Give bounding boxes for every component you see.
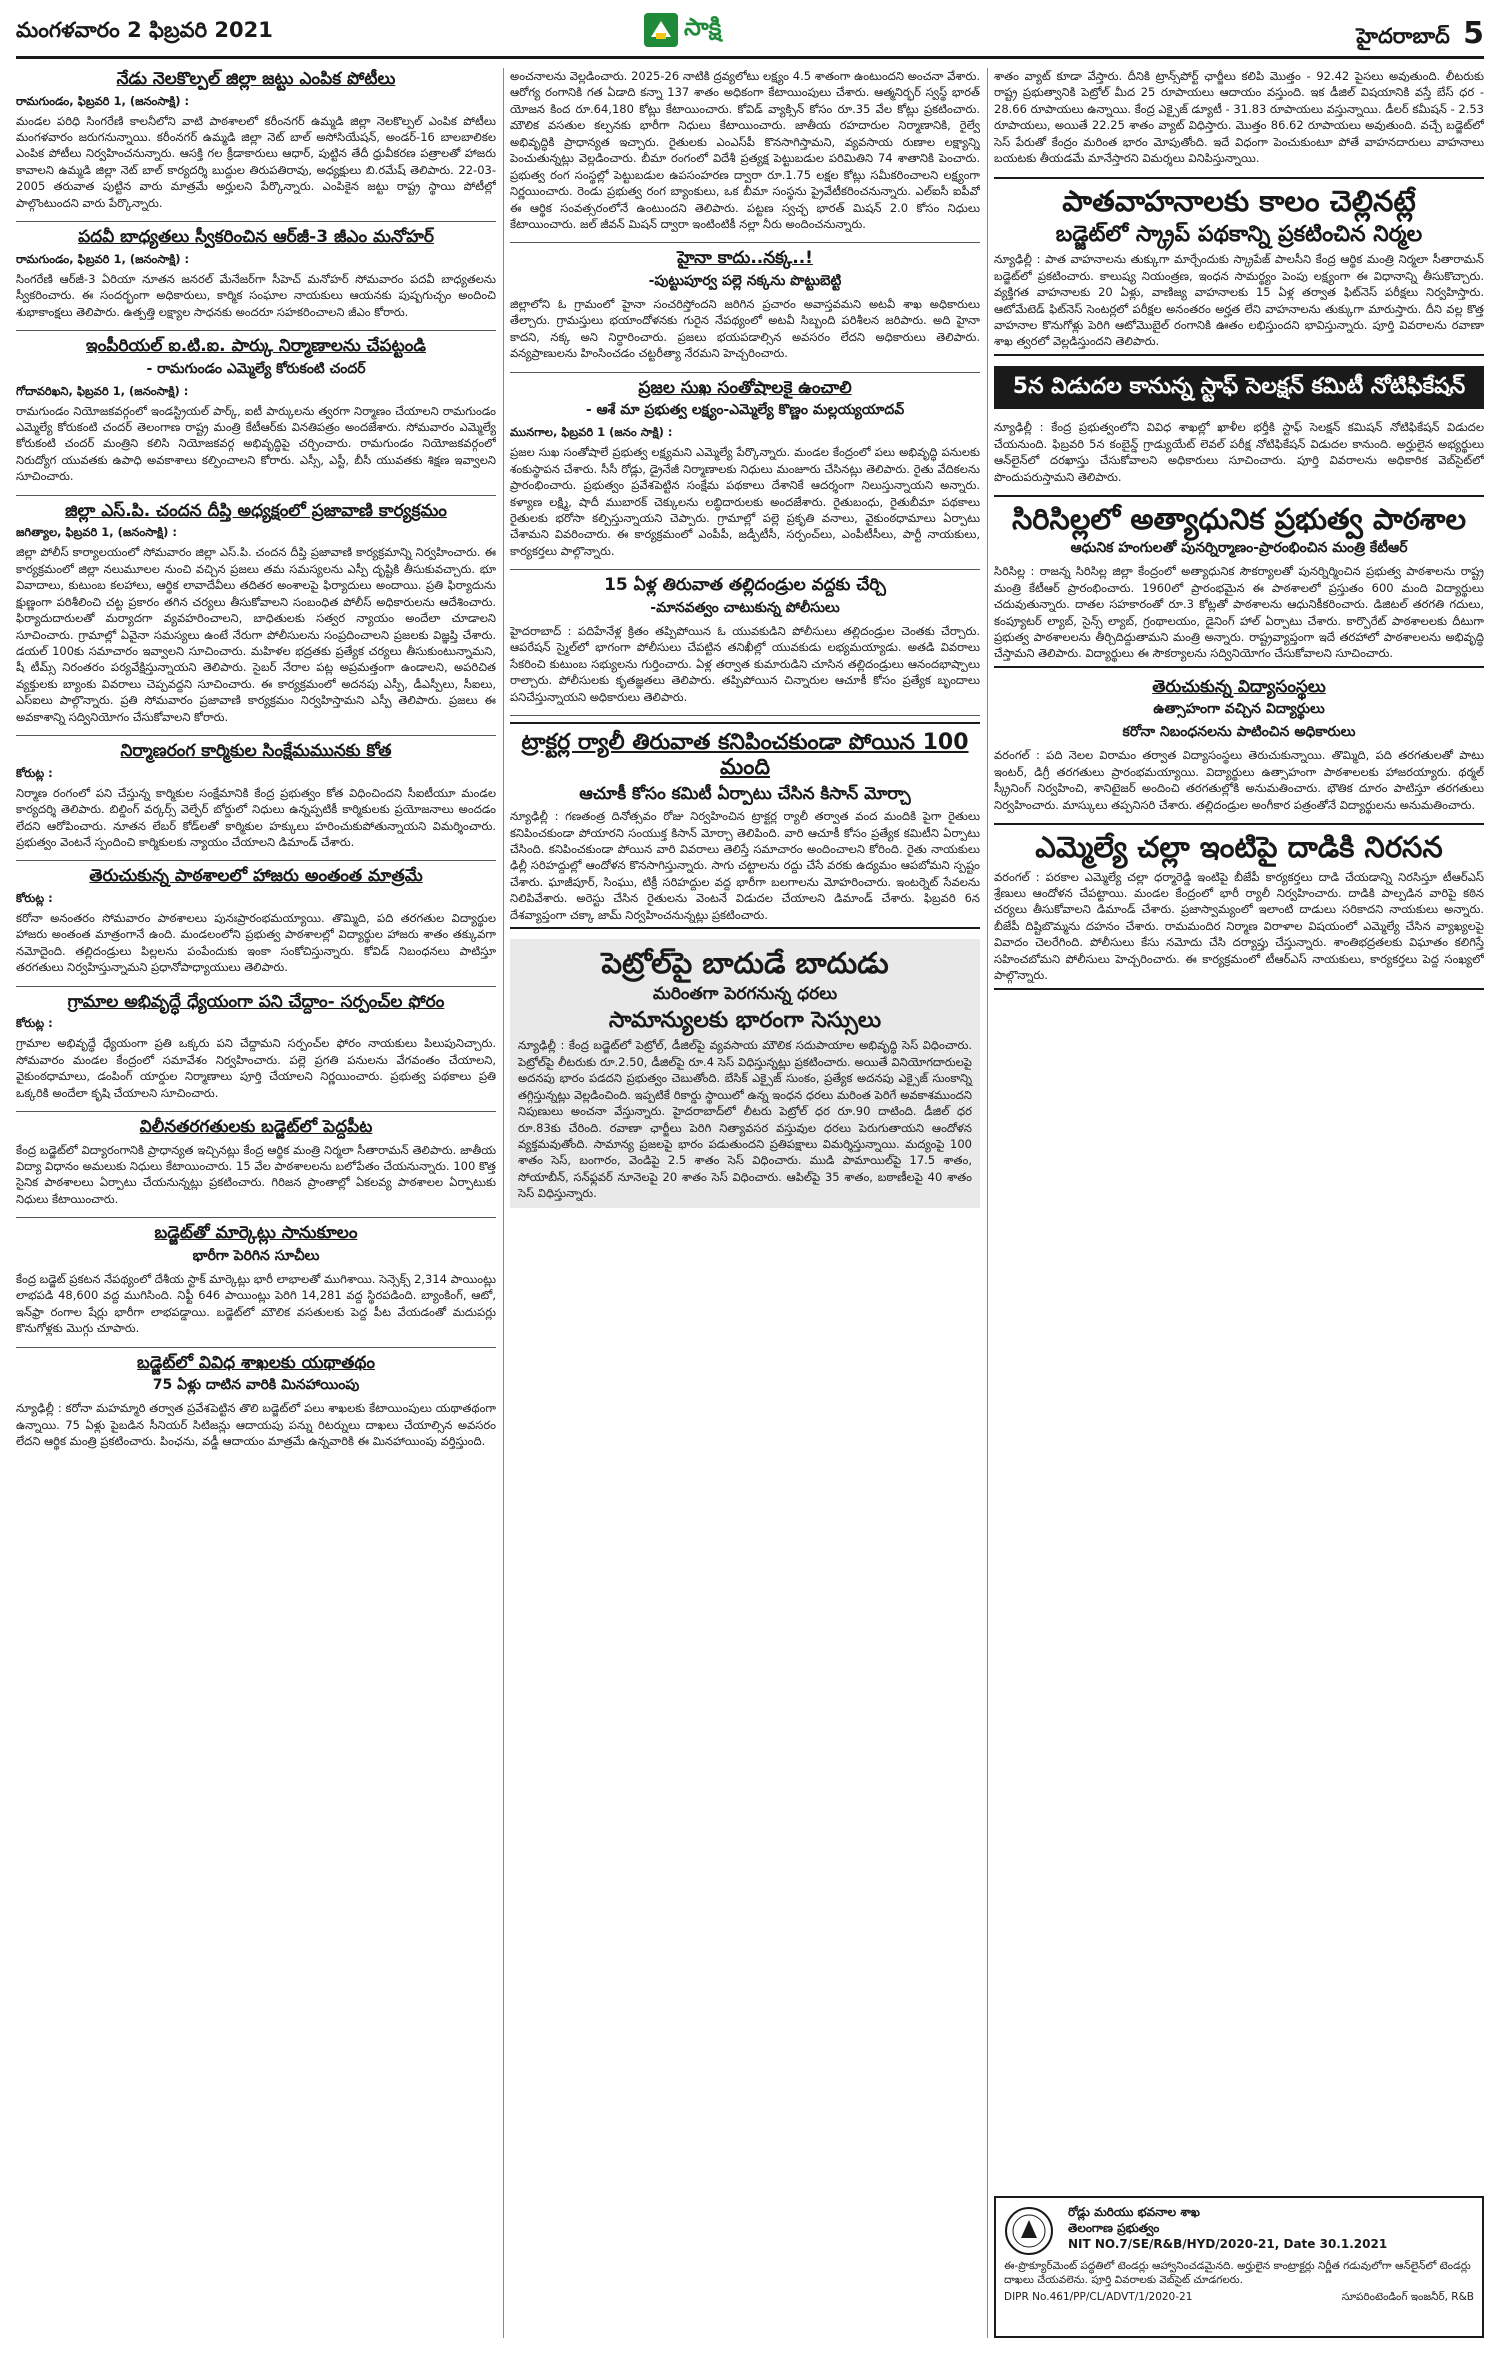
article-body: న్యూఢిల్లీ : కేంద్ర బడ్జెట్‌లో పెట్రోల్, డీజిల్‌పై వ్యవసాయ మౌలిక సదుపాయాల అభివృద్ధి సెస్ విధించారు. పెట్రోల్‌పై లీటరుకు రూ.2.50, డీజిల్‌పై రూ.4 సెస్ విధిస్తున్నట్లు ప్రకటించారు. అయితే వినియోగదారులపై అదనపు భారం పడదని ప్రభుత్వం చెబుతోంది. బేసిక్ ఎక్సైజ్ సుంకం, ప్రత్యేక అదనపు ఎక్సైజ్ సుంకాన్ని తగ్గిస్తున్నట్లు వెల్లడించింది. ఇప్పటికే రికార్డు స్థాయిలో ఉన్న ఇంధన ధరలు మరింత పెరిగే అవకాశముందని నిపుణులు అంచనా వేస్తున్నారు. హైదరాబాద్‌లో లీటరు పెట్రోల్ ధర రూ.90 దాటింది. డీజిల్ ధర రూ.83కు చేరింది. రవాణా ఛార్జీలు పెరిగి నిత్యావసర వస్తువుల ధరలు పెరుగుతాయని ఆందోళన వ్యక్తమవుతోంది. సామాన్య ప్రజలపై భారం పడుతుందని ప్రతిపక్షాలు విమర్శిస్తున్నాయి. మద్యంపై 100 శాతం సెస్, బంగారం, వెండిపై 2.5 శాతం సెస్ విధించారు. ముడి పామాయిల్‌పై 17.5 శాతం, సోయాబీన్, సన్‌ఫ్లవర్ నూనెలపై 20 శాతం సెస్ విధించారు. ఆపిల్‌పై 35 శాతం, బఠాణీలపై 40 శాతం సెస్ విధిస్తున్నారు. — [518, 1038, 972, 1201]
divider — [16, 330, 496, 331]
subheadline: ఉత్సాహంగా వచ్చిన విద్యార్థులు — [1153, 701, 1325, 718]
article-netball — [16, 70, 496, 211]
subheadline-secondary: కరోనా నిబంధనలను పాటించిన అధికారులు — [1122, 724, 1356, 741]
article-it-park — [16, 337, 496, 485]
headline: ప్రజల సుఖ సంతోషాలకై ఉంచాలి — [638, 377, 852, 398]
headline: బడ్జెట్‌తో మార్కెట్లు సానుకూలం — [154, 1223, 358, 1244]
city-name: హైదరాబాద్ — [1356, 24, 1450, 48]
article-budget-departments — [16, 1354, 496, 1450]
divider — [16, 986, 496, 987]
divider — [16, 1217, 496, 1218]
headline: జిల్లా ఎస్.పి. చందన దీప్తి అధ్యక్షంలో ప్రజావాణి కార్యక్రమం — [65, 500, 447, 521]
article-fuel-price — [994, 68, 1484, 167]
headline: తెరుచుకున్న విద్యాసంస్థలు — [1152, 676, 1326, 697]
tender-advertisement — [994, 2196, 1484, 2338]
article-body: కేంద్ర బడ్జెట్ ప్రకటన నేపథ్యంలో దేశీయ స్టాక్ మార్కెట్లు భారీ లాభాలతో ముగిశాయి. సెన్సెక్స్ 2,314 పాయింట్లు లాభపడి 48,600 వద్ద ముగిసింది. నిఫ్టీ 646 పాయింట్లు పెరిగి 14,281 వద్ద స్థిరపడింది. బ్యాంకింగ్, ఆటో, ఇన్‌ఫ్రా రంగాల షేర్లు భారీగా లాభపడ్డాయి. బడ్జెట్‌లో మౌలిక వసతులకు పెద్ద పీట వేయడంతో మదుపర్లు కొనుగోళ్లకు మొగ్గు చూపారు. — [16, 1271, 496, 1336]
article-body: న్యూఢిల్లీ : పాత వాహనాలను తుక్కుగా మార్చేందుకు స్క్రాపేజ్ పాలసీని కేంద్ర ఆర్థిక మంత్రి నిర్మలా సీతారామన్ బడ్జెట్‌లో ప్రకటించారు. కాలుష్య నియంత్రణ, ఇంధన సామర్థ్యం పెంపు లక్ష్యంగా ఈ విధానాన్ని తీసుకొచ్చారు. వ్యక్తిగత వాహనాలకు 20 ఏళ్లు, వాణిజ్య వాహనాలకు 15 ఏళ్ల తర్వాత ఫిట్‌నెస్ పరీక్షలు నిర్వహిస్తారు. ఆటోమేటెడ్ ఫిట్‌నెస్ సెంటర్లలో పరీక్షల అనంతరం అర్హత లేని వాహనాలను తుక్కుగా మారుస్తారు. దీని వల్ల కొత్త వాహనాల కొనుగోళ్లు పెరిగి ఆటోమొబైల్ రంగానికి ఊతం లభిస్తుందని భావిస్తున్నారు. పూర్తి వివరాలను రవాణా శాఖ త్వరలో వెల్లడిస్తుందని తెలిపారు. — [994, 252, 1484, 349]
article-school-attendance — [16, 867, 496, 975]
article-hyena — [510, 249, 980, 361]
headline: పెట్రోల్‌పై బాదుడే బాదుడు — [601, 946, 889, 981]
article-scrappage — [994, 177, 1484, 356]
page-number: 5 — [1463, 16, 1484, 51]
subheadline: భారీగా పెరిగిన సూచీలు — [192, 1247, 320, 1264]
article-body: కేంద్ర బడ్జెట్‌లో విద్యారంగానికి ప్రాధాన్యత ఇచ్చినట్లు కేంద్ర ఆర్థిక మంత్రి నిర్మలా సీతారామన్ తెలిపారు. జాతీయ విద్యా విధానం అమలుకు నిధులు కేటాయించారు. 15 వేల పాఠశాలలను బలోపేతం చేయనున్నారు. 100 కొత్త సైనిక పాఠశాలలు ఏర్పాటు చేయనున్నట్లు ప్రకటించారు. గిరిజన ప్రాంతాల్లో ఏకలవ్య పాఠశాలల ఏర్పాటుకు నిధులు కేటాయించారు. — [16, 1142, 496, 1206]
dateline: జగిత్యాల, ఫిబ్రవరి 1, (జనంసాక్షి) : — [16, 525, 177, 540]
article-body: న్యూఢిల్లీ : కేంద్ర ప్రభుత్వంలోని వివిధ శాఖల్లో ఖాళీల భర్తీకి స్టాఫ్ సెలక్షన్ కమిషన్ నోటిఫికేషన్ విడుదల చేయనుంది. ఫిబ్రవరి 5న కంబైన్డ్ గ్రాడ్యుయేట్ లెవల్ పరీక్ష నోటిఫికేషన్ విడుదల కానుంది. అర్హులైన అభ్యర్థులు ఆన్‌లైన్‌లో దరఖాస్తు చేసుకోవాలని అధికారులు సూచించారు. పూర్తి వివరాలను అధికారిక వెబ్‌సైట్‌లో పొందుపరుస్తామని తెలిపారు. — [994, 420, 1484, 484]
divider — [16, 860, 496, 861]
subheadline: - రామగుండం ఎమ్మెల్యే కోరుకంటి చందర్ — [146, 360, 366, 377]
ad-reference: NIT NO.7/SE/R&B/HYD/2020-21, Date 30.1.2021 — [1068, 2237, 1388, 2252]
headline: హైనా కాదు..నక్క..! — [677, 248, 813, 269]
headline: గ్రామాల అభివృద్ధే ధ్యేయంగా పని చేద్దాం- సర్పంచ్‌ల ఫోరం — [67, 991, 445, 1012]
article-body: నిర్మాణ రంగంలో పని చేస్తున్న కార్మికుల సంక్షేమానికి కేంద్ర ప్రభుత్వం కోత విధించిందని సీఐటీయూ మండల కార్యదర్శి తెలిపారు. బిల్డింగ్ వర్కర్స్ వెల్ఫేర్ బోర్డులో నిధులు ఉన్నప్పటికీ కార్మికులకు ప్రయోజనాలు అందడం లేదని ఆరోపించారు. నూతన లేబర్ కోడ్‌లతో కార్మికుల హక్కులు హరించుకుపోతున్నాయని విమర్శించారు. ప్రభుత్వం వెంటనే స్పందించి కార్మికులకు న్యాయం చేయాలని డిమాండ్ చేశారు. — [16, 785, 496, 849]
divider — [16, 221, 496, 222]
article-body: జిల్లాలోని ఓ గ్రామంలో హైనా సంచరిస్తోందని జరిగిన ప్రచారం అవాస్తవమని అటవీ శాఖ అధికారులు తేల్చారు. గ్రామస్తులు భయాందోళనకు గురైన నేపథ్యంలో అటవీ సిబ్బంది పరిశీలన జరిపారు. అది హైనా కాదని, నక్క అని నిర్ధారించారు. ప్రజలు భయపడాల్సిన అవసరం లేదని అధికారులు తెలిపారు. వన్యప్రాణులను హింసించడం చట్టరీత్యా నేరమని హెచ్చరించారు. — [510, 296, 980, 361]
article-body: వరంగల్ : పరకాల ఎమ్మెల్యే చల్లా ధర్మారెడ్డి ఇంటిపై బీజేపీ కార్యకర్తలు దాడి చేయడాన్ని నిరసిస్తూ టీఆర్ఎస్ శ్రేణులు ఆందోళన చేపట్టాయి. మండల కేంద్రంలో భారీ ర్యాలీ నిర్వహించారు. దాడికి పాల్పడిన వారిపై కఠిన చర్యలు తీసుకోవాలని డిమాండ్ చేశారు. ప్రజాస్వామ్యంలో ఇలాంటి దాడులు సరికాదని నాయకులు అన్నారు. బీజేపీ దిష్టిబొమ్మను దహనం చేశారు. రామమందిర నిర్మాణ విరాళాల విషయంలో ఎమ్మెల్యే చేసిన వ్యాఖ్యలపై వివాదం చెలరేగింది. పోలీసులు కేసు నమోదు చేసి దర్యాప్తు చేస్తున్నారు. శాంతిభద్రతలకు విఘాతం కలిగిస్తే సహించబోమని పోలీసులు హెచ్చరించారు. ఈ కార్యక్రమంలో టీఆర్ఎస్ నాయకులు, కార్యకర్తలు పెద్ద సంఖ్యలో పాల్గొన్నారు. — [994, 869, 1484, 983]
ad-header — [1068, 2204, 1474, 2253]
headline: ఎమ్మెల్యే చల్లా ఇంటిపై దాడికి నిరసన — [1035, 830, 1443, 865]
divider — [510, 242, 980, 243]
headline: ట్రాక్టర్ల ర్యాలీ తిరువాత కనిపించకుండా పోయిన 100 మంది — [521, 730, 969, 781]
ad-footer — [1004, 2291, 1474, 2306]
headline: పదవీ బాధ్యతలు స్వీకరించిన ఆర్‌జీ-3 జీఎం మనోహర్ — [78, 227, 434, 248]
subheadline: మరింతగా పెరగనున్న ధరలు — [652, 983, 838, 1004]
article-body: ప్రజల సుఖ సంతోషాలే ప్రభుత్వ లక్ష్యమని ఎమ్మెల్యే పేర్కొన్నారు. మండల కేంద్రంలో పలు అభివృద్ధి పనులకు శంకుస్థాపన చేశారు. సీసీ రోడ్లు, డ్రైనేజీ నిర్మాణాలకు నిధులు మంజూరు చేసినట్లు తెలిపారు. రైతు వేదికలను ప్రారంభించారు. ప్రభుత్వం ప్రవేశపెట్టిన సంక్షేమ పథకాలు దేశానికే ఆదర్శంగా నిలుస్తున్నాయని అన్నారు. కళ్యాణ లక్ష్మి, షాదీ ముబారక్ చెక్కులను లబ్ధిదారులకు అందజేశారు. రైతుబంధు, రైతుబీమా పథకాలు రైతులకు భరోసా కల్పిస్తున్నాయని చెప్పారు. గ్రామాల్లో పల్లె ప్రకృతి వనాలు, వైకుంఠధామాలు ఏర్పాటు చేశామని వివరించారు. ఈ కార్యక్రమంలో ఎంపీపీ, జడ్పీటీసీ, సర్పంచ్‌లు, ఎంపీటీసీలు, పార్టీ నాయకులు, కార్యకర్తలు పాల్గొన్నారు. — [510, 445, 980, 558]
column-2 — [510, 68, 980, 2338]
article-ssc-notification — [994, 366, 1484, 409]
article-tractor-rally — [510, 722, 980, 929]
newspaper-logo — [644, 10, 844, 50]
dateline: మునగాల, ఫిబ్రవరి 1 (జనం సాక్షి) : — [510, 425, 673, 440]
headline: నేడు నెలకొల్పల్ జిల్లా జట్టు ఎంపిక పోటీలు — [116, 69, 396, 89]
headline: ఇంపీరియల్ ఐ.టి.ఐ. పార్కు నిర్మాణాలను చేపట్టండి — [86, 336, 426, 357]
article-body: సింగరేణి ఆర్‌జీ-3 ఏరియా నూతన జనరల్ మేనేజర్‌గా సీహెచ్ మనోహర్ సోమవారం పదవీ బాధ్యతలను స్వీకరించారు. ఈ సందర్భంగా అధికారులు, కార్మిక సంఘాల నాయకులు ఆయనకు పుష్పగుచ్ఛం అందించి శుభాకాంక్షలు తెలిపారు. ఉత్పత్తి లక్ష్యాల సాధనకు అందరూ సహకరించాలని జీఎం కోరారు. — [16, 271, 496, 319]
article-sircilla-school — [994, 495, 1484, 668]
article-schools-open — [994, 678, 1484, 813]
article-prajavani — [16, 502, 496, 725]
logo-icon — [644, 13, 678, 47]
column-1 — [16, 68, 496, 2338]
article-sarpanch-forum — [16, 993, 496, 1101]
issue-date: మంగళవారం 2 ఫిబ్రవరి 2021 — [16, 18, 273, 42]
logo-text: సాక్షి — [684, 13, 722, 41]
subheadline: -పుట్టుపూర్వ పల్లె నక్కను పొట్టుబెట్టి — [648, 272, 842, 289]
article-public-welfare — [510, 379, 980, 560]
ad-signatory: సూపరింటెండింగ్ ఇంజనీర్, R&B — [1341, 2290, 1474, 2303]
headline: నిర్మాణరంగ కార్మికుల సింక్షేమమునకు కోత — [120, 741, 392, 762]
article-body: జిల్లా పోలీస్ కార్యాలయంలో సోమవారం జిల్లా ఎస్.పి. చందన దీప్తి ప్రజావాణి కార్యక్రమాన్ని నిర్వహించారు. ఈ కార్యక్రమంలో జిల్లా నలుమూలల నుంచి వచ్చిన ప్రజలు తమ సమస్యలను ఎస్పీ దృష్టికి తీసుకువచ్చారు. భూ వివాదాలు, కుటుంబ కలహాలు, ఆర్థిక లావాదేవీలు తదితర అంశాలపై ఫిర్యాదులు అందాయి. ప్రతి ఫిర్యాదును క్షుణ్ణంగా పరిశీలించి చట్ట ప్రకారం తగిన చర్యలు తీసుకోవాలని సంబంధిత పోలీస్ అధికారులను ఆదేశించారు. ఫిర్యాదుదారులతో మర్యాదగా వ్యవహరించాలని, బాధితులకు సత్వర న్యాయం అందేలా చూడాలని సూచించారు. గ్రామాల్లో ఏవైనా సమస్యలు ఉంటే నేరుగా పోలీసులను సంప్రదించాలని ప్రజలకు విజ్ఞప్తి చేశారు. డయల్ 100కు సమాచారం ఇవ్వాలని సూచించారు. మహిళల భద్రతకు ప్రత్యేక చర్యలు తీసుకుంటున్నామని, షీ టీమ్స్ నిరంతరం పర్యవేక్షిస్తున్నాయని తెలిపారు. సైబర్ నేరాల పట్ల అప్రమత్తంగా ఉండాలని, అపరిచిత వ్యక్తులకు బ్యాంకు వివరాలు చెప్పవద్దని సూచించారు. ఈ కార్యక్రమంలో అదనపు ఎస్పీ, డీఎస్పీలు, సీఐలు, ఎస్‌ఐలు పాల్గొన్నారు. ప్రతి సోమవారం ప్రజావాణి కార్యక్రమం నిర్వహిస్తామని ఎస్పీ తెలిపారు. ప్రజలు ఈ అవకాశాన్ని సద్వినియోగం చేసుకోవాలని కోరారు. — [16, 545, 496, 724]
article-body: శాతం వ్యాట్ కూడా వేస్తారు. దీనికి ట్రాన్స్‌పోర్ట్ ఛార్జీలు కలిపి మొత్తం - 92.42 పైసలు అవుతుంది. లీటరుకు రాష్ట్ర ప్రభుత్వానికి పెట్రోల్ మీద 25 రూపాయలు ఆదాయం వస్తుంది. ఇక డీజిల్ విషయానికి వస్తే బేస్ ధర - 28.66 రూపాయలు ఉన్నాయి. కేంద్ర ఎక్సైజ్ డ్యూటీ - 31.83 రూపాయలు వస్తున్నాయి. డీలర్ కమీషన్ - 2.53 రూపాయలు, అయితే 22.25 శాతం వ్యాట్ విధిస్తారు. మొత్తం 86.62 రూపాయలు అవుతుంది. వచ్చే బడ్జెట్‌లో సెస్ పేరుతో కేంద్రం మరింత భారం మోపుతోంది. ఇదే విధంగా పెంచుకుంటూ పోతే వాహనదారులు వాహనాలు బయటకు తీయడమే మానేస్తారని విమర్శలు వినిపిస్తున్నాయి. — [994, 69, 1484, 166]
subheadline: ఆచూకీ కోసం కమిటీ ఏర్పాటు చేసిన కిసాన్ మోర్చా — [579, 783, 911, 804]
article-body: వరంగల్ : పది నెలల విరామం తర్వాత విద్యాసంస్థలు తెరుచుకున్నాయి. తొమ్మిది, పది తరగతులతో పాటు ఇంటర్, డిగ్రీ తరగతులు ప్రారంభమయ్యాయి. విద్యార్థులు ఉత్సాహంగా పాఠశాలలకు హాజరయ్యారు. థర్మల్ స్క్రీనింగ్ నిర్వహించి, శానిటైజర్ అందించి తరగతుల్లోకి అనుమతించారు. భౌతిక దూరం పాటిస్తూ తరగతులు నిర్వహించారు. మాస్కులు తప్పనిసరి చేశారు. తల్లిదండ్రుల అంగీకార పత్రంతోనే విద్యార్థులను అనుమతించారు. — [994, 748, 1484, 812]
article-body: హైదరాబాద్ : పదిహేనేళ్ల క్రితం తప్పిపోయిన ఓ యువకుడిని పోలీసులు తల్లిదండ్రుల చెంతకు చేర్చారు. ఆపరేషన్ స్మైల్‌లో భాగంగా పోలీసులు చేపట్టిన తనిఖీల్లో యువకుడు లభ్యమయ్యాడు. అతడి వివరాలు సేకరించి కుటుంబ సభ్యులను గుర్తించారు. ఏళ్ల తర్వాత కుమారుడిని చూసిన తల్లిదండ్రులు ఆనందభాష్పాలు రాల్చారు. పోలీసులకు కృతజ్ఞతలు తెలిపారు. తప్పిపోయిన చిన్నారుల ఆచూకీ కోసం ప్రత్యేక బృందాలు పనిచేస్తున్నాయని అధికారులు తెలిపారు. — [510, 623, 980, 704]
divider — [510, 372, 980, 373]
article-body: న్యూఢిల్లీ : గణతంత్ర దినోత్సవం రోజు నిర్వహించిన ట్రాక్టర్ల ర్యాలీ తర్వాత వంద మందికి పైగా రైతులు కనిపించకుండా పోయారని సంయుక్త కిసాన్ మోర్చా తెలిపింది. వారి ఆచూకీ కోసం ప్రత్యేక కమిటీని ఏర్పాటు చేసింది. కనిపించకుండా పోయిన వారి వివరాలు తెలిస్తే సమాచారం అందించాలని కోరింది. రైతు నాయకులు ఢిల్లీ సరిహద్దుల్లో ఆందోళన కొనసాగిస్తున్నారు. సాగు చట్టాలను రద్దు చేసే వరకు ఉద్యమం ఆపబోమని స్పష్టం చేశారు. ఘాజీపూర్, సింఘు, టిక్రీ సరిహద్దుల వద్ద భారీగా బలగాలను మోహరించారు. ఇంటర్నెట్ సేవలను నిలిపివేశారు. అరెస్టు చేసిన రైతులను వెంటనే విడుదల చేయాలని డిమాండ్ చేశారు. ఫిబ్రవరి 6న దేశవ్యాప్తంగా చక్కా జామ్ నిర్వహించనున్నట్లు ప్రకటించారు. — [510, 809, 980, 922]
government-seal-icon — [1004, 2206, 1054, 2256]
headline: 15 ఏళ్ల తిరువాత తల్లిదండ్రుల వద్దకు చేర్చి — [604, 575, 886, 596]
article-missing-youth — [510, 576, 980, 705]
headline: విలీనతరగతులకు బడ్జెట్‌లో పెద్దపీట — [139, 1117, 373, 1138]
dateline: కోరుట్ల : — [16, 890, 53, 905]
article-ssc-body — [994, 419, 1484, 485]
dateline: కోరుట్ల : — [16, 765, 53, 780]
ad-title: రోడ్లు మరియు భవనాల శాఖ — [1068, 2205, 1200, 2219]
article-markets — [16, 1224, 496, 1336]
divider — [510, 715, 980, 716]
masthead-rule — [16, 56, 1484, 59]
dateline: గోదావరిఖని, ఫిబ్రవరి 1, (జనంసాక్షి) : — [16, 383, 189, 398]
divider — [510, 569, 980, 570]
subheadline: బడ్జెట్‌లో స్క్రాప్ పథకాన్ని ప్రకటించిన నిర్మల — [1055, 221, 1423, 247]
dateline: కోరుట్ల : — [16, 1016, 53, 1031]
divider — [16, 1111, 496, 1112]
masthead — [16, 8, 1484, 54]
column-3 — [994, 68, 1484, 2338]
subheadline: 75 ఏళ్లు దాటిన వారికి మినహాయింపు — [152, 1377, 360, 1394]
article-body: న్యూఢిల్లీ : కరోనా మహమ్మారి తర్వాత ప్రవేశపెట్టిన తొలి బడ్జెట్‌లో పలు శాఖలకు కేటాయింపులు యథాతథంగా ఉన్నాయి. 75 ఏళ్లు పైబడిన సీనియర్ సిటిజన్లు ఆదాయపు పన్ను రిటర్నులు దాఖలు చేయాల్సిన అవసరం లేదని ఆర్థిక మంత్రి ప్రకటించారు. పింఛను, వడ్డీ ఆదాయం మాత్రమే ఉన్నవారికి ఈ మినహాయింపు వర్తిస్తుంది. — [16, 1401, 496, 1449]
subheadline: - ఆశే మా ప్రభుత్వ లక్ష్యం-ఎమ్మెల్యే కొణ్ణం మల్లయ్యయాదవ్ — [585, 402, 905, 419]
article-petrol-cess — [510, 939, 980, 1208]
subheadline-secondary: సామాన్యులకు భారంగా సెస్సులు — [608, 1008, 882, 1034]
divider — [16, 495, 496, 496]
headline: తెరుచుకున్న పాఠశాలలో హాజరు అంతంత మాత్రమే — [89, 866, 423, 887]
article-gm-manohar — [16, 228, 496, 320]
column-divider — [987, 68, 988, 2338]
article-body: కరోనా అనంతరం సోమవారం పాఠశాలలు పునఃప్రారంభమయ్యాయి. తొమ్మిది, పది తరగతుల విద్యార్థుల హాజరు అంతంత మాత్రంగానే ఉంది. మండలంలోని ప్రభుత్వ పాఠశాలల్లో విద్యార్థుల హాజరు శాతం తక్కువగా నమోదైంది. తల్లిదండ్రులు పిల్లలను పంపేందుకు ఇంకా సంకోచిస్తున్నారు. కోవిడ్ నిబంధనలు పాటిస్తూ తరగతులు నిర్వహిస్తున్నామని ప్రధానోపాధ్యాయులు తెలిపారు. — [16, 910, 496, 975]
article-body: రామగుండం నియోజకవర్గంలో ఇండస్ట్రియల్ పార్క్, ఐటీ పార్కులను త్వరగా నిర్మాణం చేయాలని రామగుండం ఎమ్మెల్యే కోరుకంటి చందర్ తెలంగాణ రాష్ట్ర మంత్రి కేటీఆర్‌కు వినతిపత్రం అందజేశారు. సోమవారం ఎమ్మెల్యే కోరుకంటి చందర్ మంత్రిని కలిసి నియోజకవర్గ అభివృద్ధిపై చర్చించారు. రామగుండం నియోజకవర్గంలో నిరుద్యోగ యువతకు ఉపాధి అవకాశాలు కల్పించాలని కోరారు. ఎస్సీ, ఎస్టీ, బీసీ యువతకు శిక్షణ ఇవ్వాలని సూచించారు. — [16, 403, 496, 484]
article-mla-protest — [994, 823, 1484, 989]
edition-city — [1356, 16, 1484, 54]
ad-subtitle: తెలంగాణ ప్రభుత్వం — [1068, 2221, 1160, 2236]
dateline: రామగుండం, ఫిబ్రవరి 1, (జనంసాక్షి) : — [16, 93, 190, 108]
ad-body: ఈ-ప్రొక్యూర్‌మెంట్ పద్ధతిలో టెండర్లు ఆహ్వానించడమైనది. అర్హులైన కాంట్రాక్టర్లు నిర్ణీత గడువులోగా ఆన్‌లైన్‌లో టెండర్లు దాఖలు చేయవలెను. పూర్తి వివరాలకు వెబ్‌సైట్ చూడగలరు. — [1004, 2259, 1471, 2286]
article-construction-workers — [16, 742, 496, 850]
article-budget-education — [16, 1118, 496, 1207]
headline: పాతవాహనాలకు కాలం చెల్లినట్లే — [1062, 183, 1416, 218]
headline: సిరిసిల్లలో అత్యాధునిక ప్రభుత్వ పాఠశాల — [1011, 501, 1467, 536]
article-body: గ్రామాల అభివృద్ధే ధ్యేయంగా ప్రతి ఒక్కరు పని చేద్దామని సర్పంచ్‌ల ఫోరం నాయకులు పిలుపునిచ్చారు. సోమవారం మండల కేంద్రంలో సమావేశం నిర్వహించారు. పల్లె ప్రగతి పనులను వేగవంతం చేయాలని, వైకుంఠధామాలు, డంపింగ్ యార్డుల నిర్మాణాలు పూర్తి చేయాలని నిర్ణయించారు. ప్రభుత్వ పథకాలు ప్రతి ఒక్కరికి అందేలా కృషి చేయాలని సూచించారు. — [16, 1036, 496, 1100]
article-body: అంచనాలను వెల్లడించారు. 2025-26 నాటికి ద్రవ్యలోటు లక్ష్యం 4.5 శాతంగా ఉంటుందని అంచనా వేశారు. ఆరోగ్య రంగానికి గత ఏడాది కన్నా 137 శాతం అధికంగా కేటాయింపులు చేశారు. ఆత్మనిర్భర్ స్వస్థ్ భారత్ యోజన కింద రూ.64,180 కోట్లు కేటాయించారు. కోవిడ్ వ్యాక్సిన్ కోసం రూ.35 వేల కోట్లు ప్రకటించారు. మౌలిక వసతుల కల్పనకు భారీగా నిధులు కేటాయించారు. జాతీయ రహదారుల నిర్మాణానికి, రైల్వే అభివృద్ధికి ప్రాధాన్యత ఇచ్చారు. రైతులకు ఎంఎస్‌పీ కొనసాగిస్తామని, వ్యవసాయ రుణాల లక్ష్యాన్ని పెంచుతున్నట్లు వెల్లడించారు. బీమా రంగంలో విదేశీ ప్రత్యక్ష పెట్టుబడుల పరిమితిని 74 శాతానికి పెంచారు. ప్రభుత్వ రంగ సంస్థల్లో పెట్టుబడుల ఉపసంహరణ ద్వారా రూ.1.75 లక్షల కోట్లు సమీకరించాలని లక్ష్యంగా నిర్ణయించారు. రెండు ప్రభుత్వ రంగ బ్యాంకులు, ఒక బీమా సంస్థను ప్రైవేటీకరించనున్నారు. ఎల్ఐసీ ఐపీవో ఈ ఆర్థిక సంవత్సరంలోనే ఉంటుందని తెలిపారు. పట్టణ స్వచ్ఛ భారత్ మిషన్ 2.0 కోసం నిధులు కేటాయించారు. జల్ జీవన్ మిషన్ ద్వారా ఇంటింటికీ నల్లా నీరు అందించనున్నారు. — [510, 69, 980, 231]
dateline: రామగుండం, ఫిబ్రవరి 1, (జనంసాక్షి) : — [16, 251, 190, 266]
divider — [16, 1347, 496, 1348]
headline: బడ్జెట్‌లో వివిధ శాఖలకు యథాతథం — [137, 1352, 375, 1373]
subheadline: ఆధునిక హంగులతో పునర్నిర్మాణం-ప్రారంభించిన మంత్రి కేటీఆర్ — [1070, 540, 1408, 557]
article-body: మండల పరిధి సింగరేణి కాలనీలోని వాటి పాఠశాలలో కరీంనగర్ ఉమ్మడి జిల్లా నెలకొల్పల్ ఎంపిక పోటీలు మంగళవారం జరుగనున్నాయి. కరీంనగర్ ఉమ్మడి జిల్లా నెట్ బాల్ అసోసియేషన్, అండర్-16 బాలబాలికల ఎంపిక పోటీలు నిర్వహించనున్నారు. ఆసక్తి గల క్రీడాకారులు ఆధార్, పుట్టిన తేదీ ధ్రువీకరణ పత్రాలతో హాజరు కావాలని ఉమ్మడి జిల్లా నెట్ బాల్ కార్యదర్శి బుద్దుల తిరుపతిరావు, అధ్యక్షులు బి.రమేష్ తెలిపారు. 22-03-2005 తరువాత పుట్టిన వారు మాత్రమే అర్హులని పేర్కొన్నారు. ఎంపికైన జట్టు రాష్ట్ర స్థాయి పోటీల్లో పాల్గొంటుందని వారు పేర్కొన్నారు. — [16, 113, 496, 210]
ad-dipr-number: DIPR No.461/PP/CL/ADVT/1/2020-21 — [1004, 2290, 1193, 2303]
subheadline: -మానవత్వం చాటుకున్న పోలీసులు — [650, 599, 840, 616]
article-body: సిరిసిల్ల : రాజన్న సిరిసిల్ల జిల్లా కేంద్రంలో అత్యాధునిక సౌకర్యాలతో పునర్నిర్మించిన ప్రభుత్వ పాఠశాలను రాష్ట్ర మంత్రి కేటీఆర్ ప్రారంభించారు. 1960లో ప్రారంభమైన ఈ పాఠశాలలో ప్రస్తుతం 600 మంది విద్యార్థులు చదువుతున్నారు. దాతల సహకారంతో రూ.3 కోట్లతో పాఠశాలను ఆధునికీకరించారు. డిజిటల్ తరగతి గదులు, కంప్యూటర్ ల్యాబ్, సైన్స్ ల్యాబ్, గ్రంథాలయం, డైనింగ్ హాల్ ఏర్పాటు చేశారు. కార్పొరేట్ పాఠశాలలకు దీటుగా ప్రభుత్వ పాఠశాలలను తీర్చిదిద్దుతామని మంత్రి అన్నారు. రాష్ట్రవ్యాప్తంగా ఇదే తరహాలో పాఠశాలలను అభివృద్ధి చేస్తామని తెలిపారు. విద్యార్థులు ఈ సౌకర్యాలను సద్వినియోగం చేసుకోవాలని సూచించారు. — [994, 564, 1484, 661]
headline: 5న విడుదల కానున్న స్టాఫ్ సెలక్షన్ కమిటీ నోటిఫికేషన్ — [1012, 373, 1466, 399]
article-budget-continued — [510, 68, 980, 232]
column-divider — [503, 68, 504, 2338]
divider — [16, 735, 496, 736]
